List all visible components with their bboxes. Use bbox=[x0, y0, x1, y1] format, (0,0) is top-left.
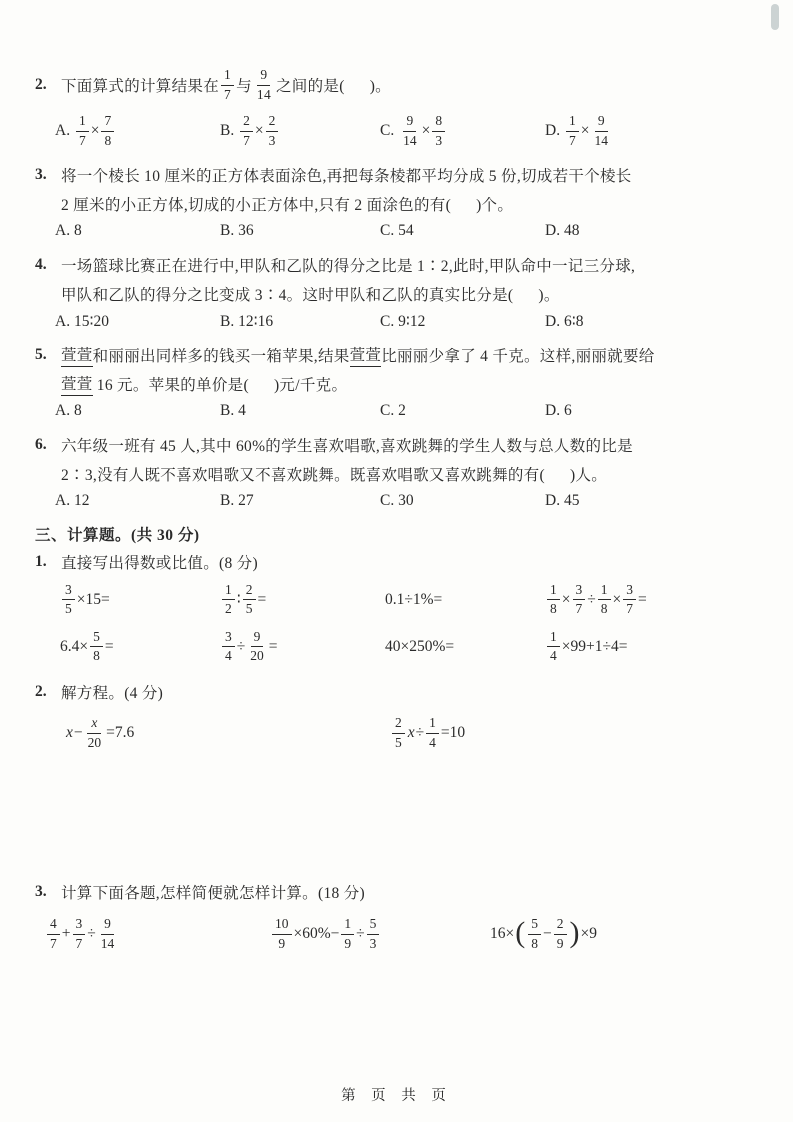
subquestion-number: 3. bbox=[35, 883, 47, 900]
expression: $\frac{1}{2}$ ∶ $\frac{2}{5}$ = bbox=[220, 583, 385, 616]
question-number: 3. bbox=[35, 165, 47, 183]
equation: x − $\frac{x}{20}$ =7.6 bbox=[66, 715, 135, 750]
expression: $\frac{3}{4}$ ÷ $\frac{9}{20}$ = bbox=[220, 630, 385, 663]
scrollbar-thumb[interactable] bbox=[771, 4, 779, 30]
option-b: B. 12∶16 bbox=[220, 312, 274, 330]
direct-calc-row-1 bbox=[35, 576, 738, 623]
expression: 0.1÷1%= bbox=[385, 590, 443, 608]
question-number: 6. bbox=[35, 435, 47, 453]
question-stem-line2 bbox=[35, 279, 738, 308]
subquestion-text: 计算下面各题,怎样简便就怎样计算。(18 分) bbox=[61, 885, 365, 902]
option-b: B. $\frac{2}{7}$ × $\frac{2}{3}$ bbox=[220, 114, 380, 147]
question-4 bbox=[35, 250, 738, 334]
expression: $\frac{10}{9}$ ×60%− $\frac{1}{9}$ ÷ $\frac{5}{3}$ bbox=[270, 917, 490, 950]
question-stem-line2 bbox=[35, 459, 738, 488]
page-footer: 第 页 共 页 bbox=[341, 1088, 452, 1104]
option-c: C. $\frac{9}{14}$ × $\frac{8}{3}$ bbox=[380, 114, 545, 147]
question-number: 2. bbox=[35, 76, 47, 93]
expression: $\frac{4}{7}$ + $\frac{3}{7}$ ÷ $\frac{9}{14}$ bbox=[45, 917, 270, 950]
equations-row bbox=[35, 706, 738, 760]
options-row bbox=[35, 488, 738, 514]
question-text: 甲队和乙队的得分之比变成 3∶4。这时甲队和乙队的真实比分是( )。 bbox=[61, 286, 560, 304]
question-text: 萱萱 16 元。苹果的单价是( )元/千克。 bbox=[61, 372, 347, 396]
question-text: 2∶3,没有人既不喜欢唱歌又不喜欢跳舞。既喜欢唱歌又喜欢跳舞的有( )人。 bbox=[61, 466, 608, 484]
subquestion-1-title bbox=[35, 548, 738, 576]
option-c: C. 9∶12 bbox=[380, 312, 426, 330]
question-stem bbox=[35, 250, 738, 279]
expression: 6.4× $\frac{5}{8}$ = bbox=[60, 628, 114, 663]
option-b: B. 36 bbox=[220, 222, 254, 239]
subquestion-text: 直接写出得数或比值。(8 分) bbox=[61, 555, 258, 572]
question-2 bbox=[35, 62, 738, 154]
subquestion-2-title bbox=[35, 678, 738, 706]
question-text: 下面算式的计算结果在 $\frac{1}{7}$ 与 $\frac{9}{14}$ 之间的是( )。 bbox=[61, 67, 391, 102]
subquestion-number: 2. bbox=[35, 683, 47, 700]
options-row bbox=[35, 108, 738, 154]
option-d: D. 48 bbox=[545, 222, 580, 239]
option-a: A. $\frac{1}{7}$ × $\frac{7}{8}$ bbox=[55, 114, 220, 147]
question-text: 六年级一班有 45 人,其中 60%的学生喜欢唱歌,喜欢跳舞的学生人数与总人数的比是 bbox=[61, 437, 633, 455]
question-stem-line2 bbox=[35, 189, 738, 218]
option-d: D. 6∶8 bbox=[545, 312, 584, 330]
option-b: B. 27 bbox=[220, 492, 254, 509]
simplify-expressions-row bbox=[35, 906, 738, 962]
options-row bbox=[35, 218, 738, 244]
option-d: D. $\frac{1}{7}$ × $\frac{9}{14}$ bbox=[545, 113, 608, 148]
expression: $\frac{3}{5}$ ×15= bbox=[60, 583, 220, 616]
options-row bbox=[35, 398, 738, 424]
question-text: 将一个棱长 10 厘米的正方体表面涂色,再把每条棱都平均分成 5 份,切成若干个棱长 bbox=[61, 167, 632, 185]
option-a: A. 15∶20 bbox=[55, 312, 109, 330]
option-c: C. 2 bbox=[380, 402, 406, 419]
subquestion-3-title bbox=[35, 878, 738, 906]
option-a: A. 8 bbox=[55, 222, 82, 239]
expression: 40×250%= bbox=[385, 637, 455, 655]
question-stem bbox=[35, 340, 738, 369]
subquestion-number: 1. bbox=[35, 553, 47, 570]
option-b: B. 4 bbox=[220, 402, 246, 419]
option-d: D. 45 bbox=[545, 492, 580, 509]
question-5 bbox=[35, 340, 738, 424]
blank-workspace bbox=[35, 760, 738, 878]
question-number: 4. bbox=[35, 255, 47, 273]
question-stem bbox=[35, 62, 738, 108]
option-c: C. 30 bbox=[380, 492, 414, 509]
question-number: 5. bbox=[35, 345, 47, 363]
question-text: 一场篮球比赛正在进行中,甲队和乙队的得分之比是 1∶2,此时,甲队命中一记三分球, bbox=[61, 257, 636, 275]
option-c: C. 54 bbox=[380, 222, 414, 239]
section-heading: 三、计算题。(共 30 分) bbox=[35, 527, 200, 544]
expression: $\frac{1}{4}$ ×99+1÷4= bbox=[545, 630, 738, 663]
expression: 16× ( $\frac{5}{8}$ − $\frac{2}{9}$ ) ×9 bbox=[490, 916, 597, 951]
question-stem-line2 bbox=[35, 369, 738, 398]
question-stem bbox=[35, 160, 738, 189]
options-row bbox=[35, 308, 738, 334]
expression: $\frac{1}{8}$ × $\frac{3}{7}$ ÷ $\frac{1}{8}$ × $\frac{3}{7}$ = bbox=[545, 583, 738, 616]
question-3 bbox=[35, 160, 738, 244]
question-stem bbox=[35, 430, 738, 459]
question-text: 萱萱 和丽丽出同样多的钱买一箱苹果,结果 萱萱 比丽丽少拿了 4 千克。这样,丽丽就要给 bbox=[61, 343, 655, 367]
option-d: D. 6 bbox=[545, 402, 572, 419]
option-a: A. 8 bbox=[55, 402, 82, 419]
question-6 bbox=[35, 430, 738, 514]
equation: $\frac{2}{5}$ x ÷ $\frac{1}{4}$ =10 bbox=[390, 716, 738, 749]
question-text: 2 厘米的小正方体,切成的小正方体中,只有 2 面涂色的有( )个。 bbox=[61, 196, 514, 214]
subquestion-text: 解方程。(4 分) bbox=[61, 685, 164, 702]
option-a: A. 12 bbox=[55, 492, 90, 509]
direct-calc-row-2 bbox=[35, 623, 738, 670]
